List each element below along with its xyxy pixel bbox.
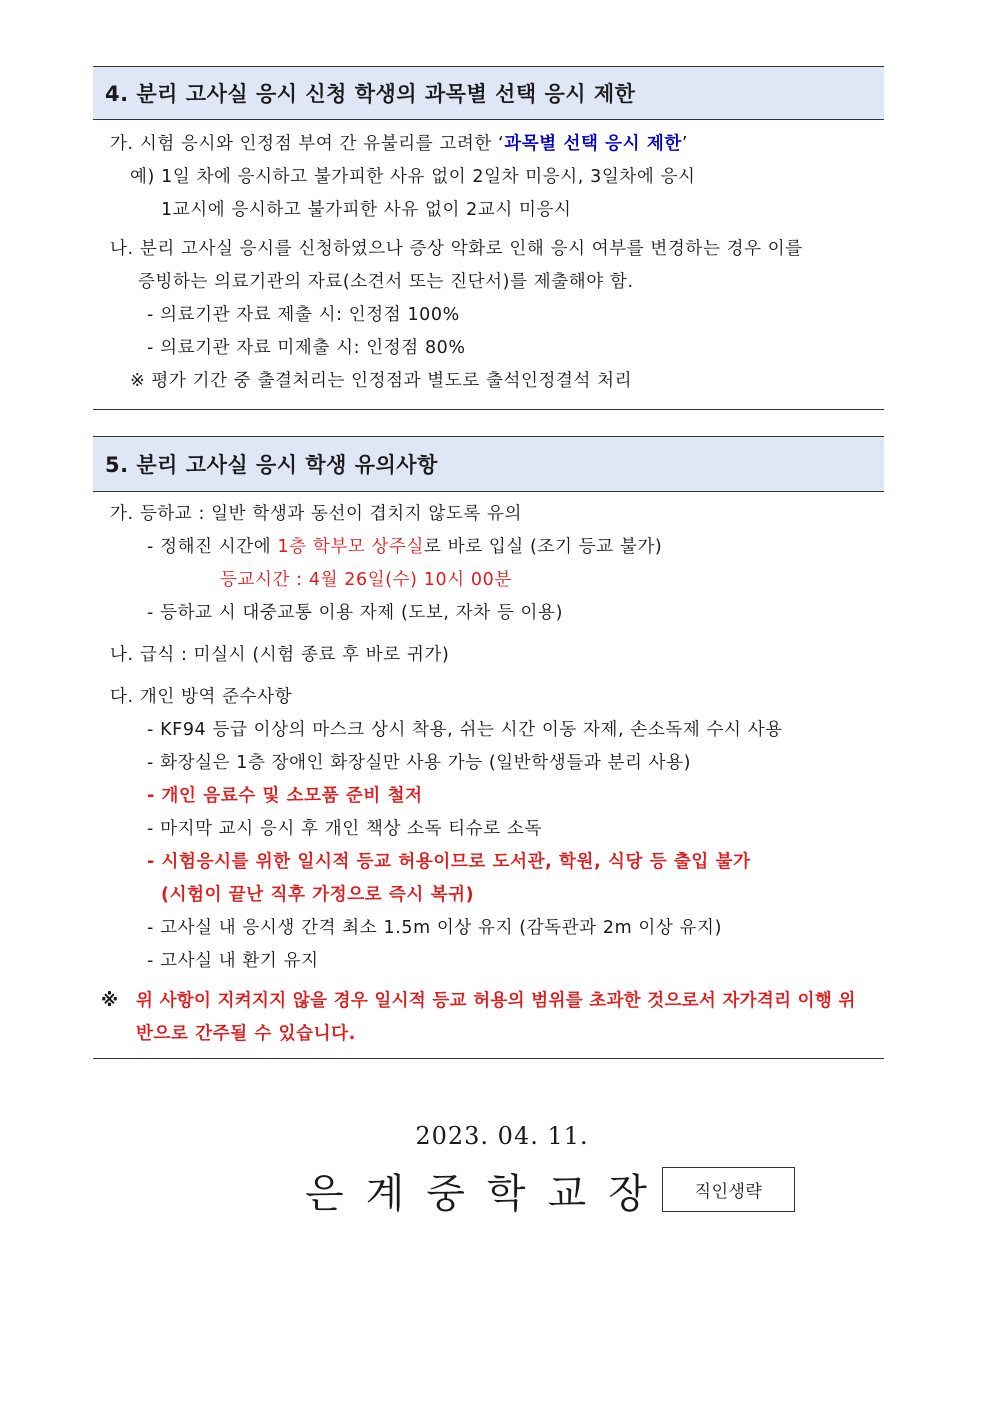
section-4-divider <box>93 409 884 410</box>
section-5-ga-bullet-2: - 등하교 시 대중교통 이용 자제 (도보, 자차 등 이용) <box>147 603 563 623</box>
section-5-item-ga: 가. 등하교 : 일반 학생과 동선이 겹치지 않도록 유의 <box>110 504 523 524</box>
section-4-example-2: 1교시에 응시하고 불가피한 사유 없이 2교시 미응시 <box>161 200 572 220</box>
section-4-item-ga: 가. 시험 응시와 인정점 부여 간 유불리를 고려한 ‘과목별 선택 응시 제한’ <box>110 134 689 154</box>
issue-date: 2023. 04. 11. <box>415 1122 589 1150</box>
section-5-da-bullet-5-line-2: (시험이 끝난 직후 가정으로 즉시 복귀) <box>161 885 475 905</box>
section-5-da-bullet-5-line-1: - 시험응시를 위한 일시적 등교 허용이므로 도서관, 학원, 식당 등 출입 불가 <box>147 852 751 872</box>
section-5-da-bullet-2: - 화장실은 1층 장애인 화장실만 사용 가능 (일반학생들과 분리 사용) <box>147 753 692 773</box>
section-5-da-bullet-7: - 고사실 내 환기 유지 <box>147 951 319 971</box>
section-4-item-na-2: 증빙하는 의료기관의 자료(소견서 또는 진단서)를 제출해야 함. <box>138 272 634 292</box>
section-5-da-bullet-1: - KF94 등급 이상의 마스크 상시 착용, 쉬는 시간 이동 자제, 손소독제 수시 사용 <box>147 720 783 740</box>
section-5-divider <box>93 1058 884 1059</box>
highlight-selective-exam: 과목별 선택 응시 제한 <box>504 134 682 154</box>
section-5-warning-line-1: 위 사항이 지켜지지 않을 경우 일시적 등교 허용의 범위를 초과한 것으로서 자가격리 이행 위 <box>136 991 856 1011</box>
section-4 <box>93 66 884 410</box>
section-5-arrival-time: 등교시간 : 4월 26일(수) 10시 00분 <box>220 570 512 590</box>
signer-name: 은계중학교장 <box>305 1171 669 1217</box>
section-5-da-bullet-3: - 개인 음료수 및 소모품 준비 철저 <box>147 786 423 806</box>
section-4-bullet-2: - 의료기관 자료 미제출 시: 인정점 80% <box>147 338 466 358</box>
section-5 <box>93 436 884 1060</box>
section-4-item-na-1: 나. 분리 고사실 응시를 신청하였으나 증상 악화로 인해 응시 여부를 변경하는 경우 이를 <box>110 239 803 259</box>
section-5-warning-line-2: 반으로 간주될 수 있습니다. <box>136 1024 356 1044</box>
section-4-bullet-1: - 의료기관 자료 제출 시: 인정점 100% <box>147 305 460 325</box>
section-5-da-bullet-6: - 고사실 내 응시생 간격 최소 1.5m 이상 유지 (감독관과 2m 이상 유지) <box>147 918 722 938</box>
section-4-note: ※ 평가 기간 중 출결처리는 인정점과 별도로 출석인정결석 처리 <box>130 371 633 391</box>
official-seal-omitted-box: 직인생략 <box>662 1167 795 1212</box>
section-5-item-da: 다. 개인 방역 준수사항 <box>110 687 293 707</box>
section-5-item-na: 나. 급식 : 미실시 (시험 종료 후 바로 귀가) <box>110 645 450 665</box>
section-5-title: 5. 분리 고사실 응시 학생 유의사항 <box>93 436 884 492</box>
section-4-title: 4. 분리 고사실 응시 신청 학생의 과목별 선택 응시 제한 <box>93 66 884 120</box>
section-5-da-bullet-4: - 마지막 교시 응시 후 개인 책상 소독 티슈로 소독 <box>147 819 542 839</box>
section-5-warning-mark: ※ <box>101 991 119 1011</box>
highlight-room: 1층 학부모 상주실 <box>277 537 425 557</box>
section-5-ga-bullet-1: - 정해진 시간에 1층 학부모 상주실로 바로 입실 (조기 등교 불가) <box>147 537 663 557</box>
section-4-example-1: 예) 1일 차에 응시하고 불가피한 사유 없이 2일차 미응시, 3일차에 응시 <box>130 167 696 187</box>
